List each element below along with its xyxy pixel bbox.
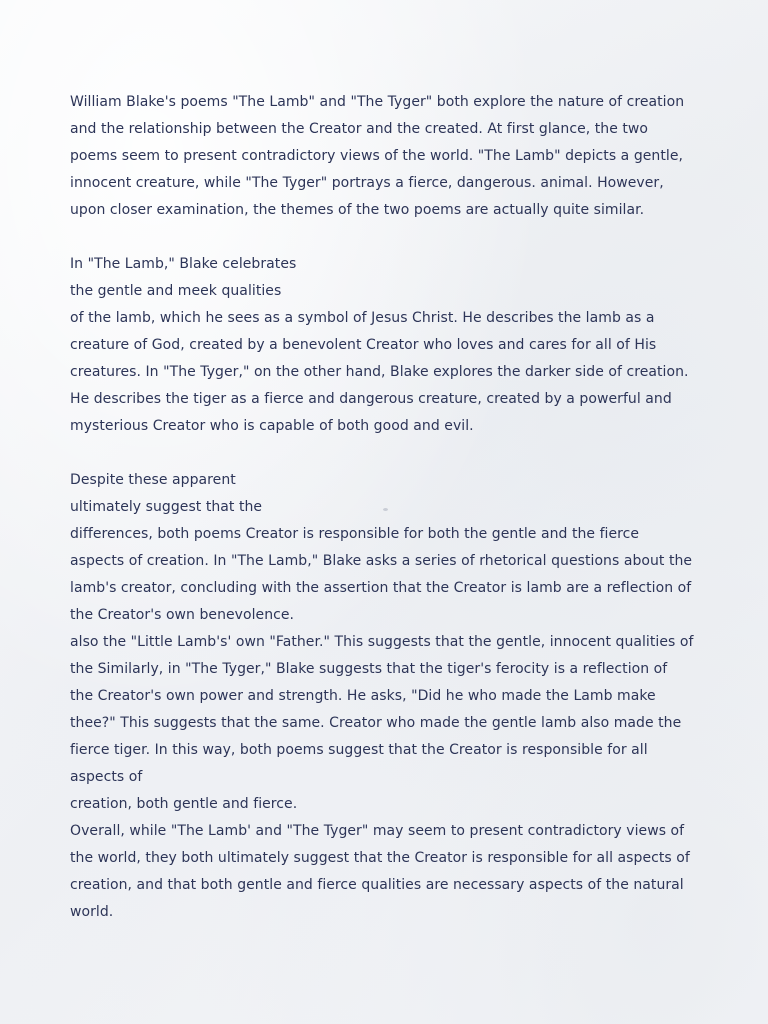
- text-line: creation, and that both gentle and fierce qualities are necessary aspects of the natural: [70, 877, 684, 893]
- text-line: aspects of: [70, 769, 143, 785]
- text-line: the Similarly, in "The Tyger," Blake suggests that the tiger's ferocity is a reflection of: [70, 661, 668, 677]
- document-body: [70, 89, 730, 926]
- text-line: the Creator's own power and strength. He asks, "Did he who made the Lamb make: [70, 688, 656, 704]
- text-line: also the "Little Lamb's' own "Father." This suggests that the gentle, innocent qualities of: [70, 634, 694, 650]
- text-line: the world, they both ultimately suggest that the Creator is responsible for all aspects of: [70, 850, 690, 866]
- text-line: differences, both poems Creator is responsible for both the gentle and the fierce: [70, 526, 640, 542]
- text-line: of the lamb, which he sees as a symbol of Jesus Christ. He describes the lamb as a: [70, 310, 655, 326]
- paragraph-intro: [70, 89, 730, 224]
- text-line: creatures. In "The Tyger," on the other hand, Blake explores the darker side of creation.: [70, 364, 689, 380]
- text-line: William Blake's poems "The Lamb" and "The Tyger" both explore the nature of creation: [70, 94, 685, 110]
- paper-speck: [383, 508, 388, 511]
- text-line: upon closer examination, the themes of the two poems are actually quite similar.: [70, 202, 645, 218]
- text-line: and the relationship between the Creator and the created. At first glance, the two: [70, 121, 649, 137]
- text-line: Despite these apparent: [70, 472, 236, 488]
- text-line: world.: [70, 904, 114, 920]
- text-line: Overall, while "The Lamb' and "The Tyger" may seem to present contradictory views of: [70, 823, 685, 839]
- text-line: aspects of creation. In "The Lamb," Blake asks a series of rhetorical questions about the: [70, 553, 693, 569]
- text-line: the Creator's own benevolence.: [70, 607, 295, 623]
- text-line: He describes the tiger as a fierce and dangerous creature, created by a powerful and: [70, 391, 672, 407]
- text-line: In "The Lamb," Blake celebrates: [70, 256, 297, 272]
- text-line: lamb's creator, concluding with the assertion that the Creator is lamb are a reflection of: [70, 580, 692, 596]
- text-line: creature of God, created by a benevolent Creator who loves and cares for all of His: [70, 337, 657, 353]
- text-line: ultimately suggest that the: [70, 499, 263, 515]
- text-line: the gentle and meek qualities: [70, 283, 282, 299]
- paragraph-spacer: [70, 440, 730, 467]
- text-line: thee?" This suggests that the same. Creator who made the gentle lamb also made the: [70, 715, 682, 731]
- text-line: fierce tiger. In this way, both poems suggest that the Creator is responsible for all: [70, 742, 648, 758]
- text-line: poems seem to present contradictory views of the world. "The Lamb" depicts a gentle,: [70, 148, 683, 164]
- paragraph-lamb: [70, 251, 730, 440]
- paragraph-spacer: [70, 224, 730, 251]
- text-line: innocent creature, while "The Tyger" portrays a fierce, dangerous. animal. However,: [70, 175, 664, 191]
- paragraph-differences: [70, 467, 730, 926]
- text-line: mysterious Creator who is capable of both good and evil.: [70, 418, 474, 434]
- text-line: creation, both gentle and fierce.: [70, 796, 298, 812]
